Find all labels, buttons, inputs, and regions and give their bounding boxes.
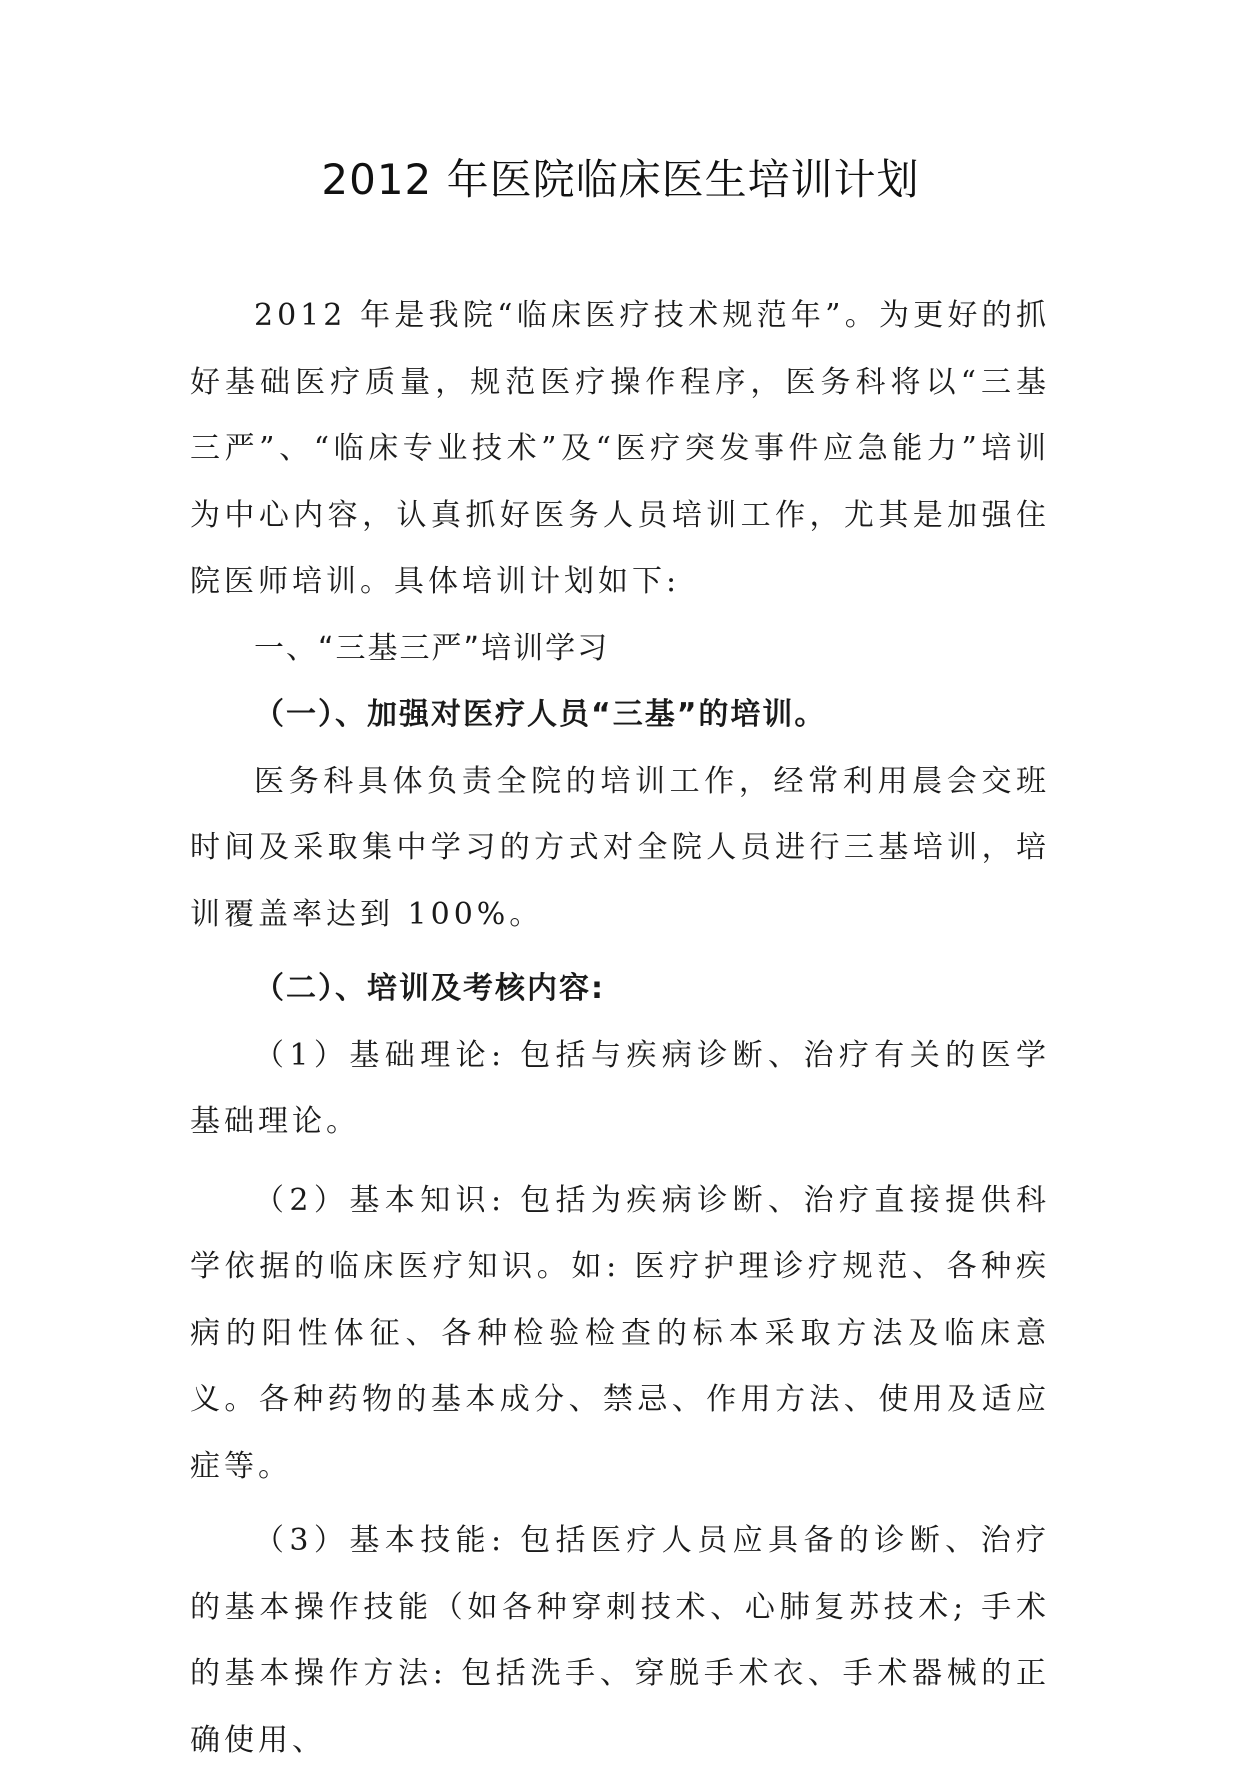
document-body <box>190 283 1050 1774</box>
section-heading-1: 一、“三基三严”培训学习 <box>254 630 610 666</box>
subsection-paragraph-1: 医务科具体负责全院的培训工作，经常利用晨会交班时间及采取集中学习的方式对全院人员进行三基培训，培训覆盖率达到 100%。 <box>190 763 1050 932</box>
document-title: 2012 年医院临床医生培训计划 <box>321 155 920 204</box>
subsection-heading-1: （一）、加强对医疗人员“三基”的培训。 <box>254 697 827 732</box>
intro-paragraph: 2012 年是我院“临床医疗技术规范年”。为更好的抓好基础医疗质量，规范医疗操作程序，医务科将以“三基三严”、“临床专业技术”及“医疗突发事件应急能力”培训为中心内容，认真抓好医务人员培训工作，尤其是加强住院医师培训。具体培训计划如下: <box>190 298 1050 599</box>
list-item-3: （3）基本技能: 包括医疗人员应具备的诊断、治疗的基本操作技能（如各种穿刺技术、心肺复苏技术; 手术的基本操作方法: 包括洗手、穿脱手术衣、手术器械的正确使用、 <box>190 1523 1050 1758</box>
list-item-2: （2）基本知识: 包括为疾病诊断、治疗直接提供科学依据的临床医疗知识。如: 医疗护理诊疗规范、各种疾病的阳性体征、各种检验检查的标本采取方法及临床意义。各种药物的基本成分、禁忌、作用方法、使用及适应症等。 <box>190 1182 1050 1484</box>
subsection-heading-2: （二）、培训及考核内容: <box>254 971 605 1006</box>
list-item-1: （1）基础理论: 包括与疾病诊断、治疗有关的医学基础理论。 <box>190 1037 1050 1139</box>
